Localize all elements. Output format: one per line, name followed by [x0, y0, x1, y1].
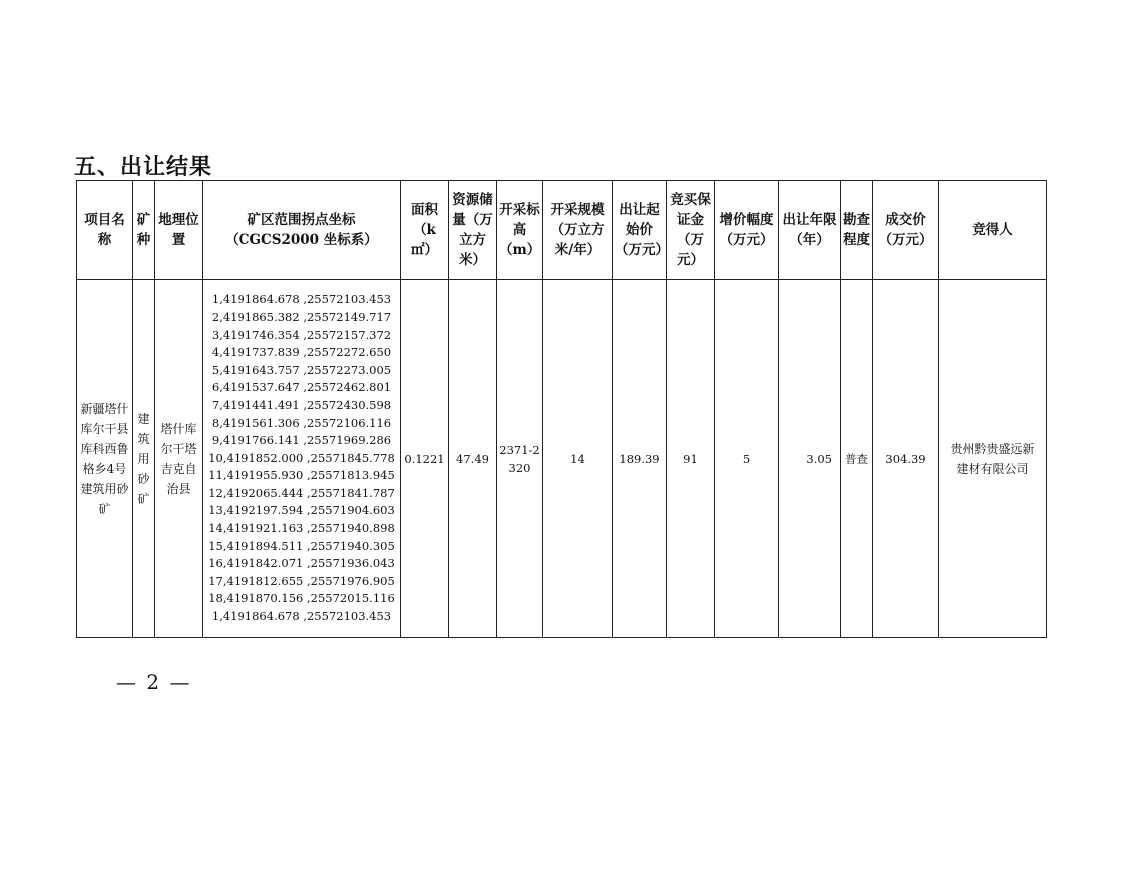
cell-area: 0.1221	[401, 280, 449, 638]
header-project-name: 项目名称	[77, 181, 133, 280]
coordinate-point: 1,4191864.678 ,25572103.453	[211, 292, 392, 307]
table-row	[77, 280, 1047, 638]
header-start-price: 出让起始价（万元）	[613, 181, 667, 280]
cell-survey: 普查	[841, 280, 873, 638]
header-elevation: 开采标高（m）	[497, 181, 543, 280]
transfer-result-table	[76, 180, 1047, 638]
cell-reserves: 47.49	[449, 280, 497, 638]
header-mineral: 矿种	[133, 181, 155, 280]
cell-scale: 14	[543, 280, 613, 638]
cell-coordinates	[203, 280, 401, 638]
header-reserves: 资源储量（万立方米）	[449, 181, 497, 280]
header-coordinates-system: （CGCS2000 坐标系）	[225, 232, 378, 248]
header-area-unit: （k ㎡）	[411, 222, 438, 258]
coordinate-point: 4,4191737.839 ,25572272.650	[211, 345, 392, 360]
cell-term: 3.05	[779, 280, 841, 638]
coordinate-point: 11,4191955.930 ,25571813.945	[208, 468, 395, 483]
coordinate-point: 8,4191561.306 ,25572106.116	[211, 415, 392, 430]
section-title: 五、出让结果	[74, 154, 213, 180]
coordinate-point: 16,4191842.071 ,25571936.043	[208, 556, 395, 571]
coordinate-point: 3,4191746.354 ,25572157.372	[211, 327, 392, 342]
coordinate-point: 13,4192197.594 ,25571904.603	[208, 503, 395, 518]
coordinate-point: 17,4191812.655 ,25571976.905	[208, 573, 395, 588]
header-increment: 增价幅度（万元）	[715, 181, 779, 280]
cell-start-price: 189.39	[613, 280, 667, 638]
header-area-title: 面积	[411, 202, 438, 218]
coordinate-point: 6,4191537.647 ,25572462.801	[211, 380, 392, 395]
header-location: 地理位置	[155, 181, 203, 280]
coordinate-point: 12,4192065.444 ,25571841.787	[208, 485, 395, 500]
coordinate-point: 7,4191441.491 ,25572430.598	[211, 397, 392, 412]
header-winner: 竞得人	[939, 181, 1047, 280]
header-final-price: 成交价（万元）	[873, 181, 939, 280]
coordinate-point: 9,4191766.141 ,25571969.286	[211, 433, 392, 448]
cell-increment: 5	[715, 280, 779, 638]
cell-project-name: 新疆塔什库尔干县库科西鲁格乡4号建筑用砂矿	[77, 280, 133, 638]
page-number: — 2 —	[116, 670, 192, 694]
cell-final-price: 304.39	[873, 280, 939, 638]
coordinate-point: 1,4191864.678 ,25572103.453	[211, 609, 392, 624]
header-term: 出让年限（年）	[779, 181, 841, 280]
coordinates-list	[205, 291, 398, 625]
cell-mineral: 建筑用砂矿	[133, 280, 155, 638]
cell-winner: 贵州黔贵盛远新建材有限公司	[939, 280, 1047, 638]
header-coordinates-title: 矿区范围拐点坐标	[247, 212, 356, 228]
coordinate-point: 10,4191852.000 ,25571845.778	[208, 450, 395, 465]
header-deposit: 竞买保证金（万元）	[667, 181, 715, 280]
header-coordinates	[203, 181, 401, 280]
cell-location: 塔什库尔干塔吉克自治县	[155, 280, 203, 638]
table-header-row	[77, 181, 1047, 280]
cell-elevation: 2371-2320	[497, 280, 543, 638]
cell-deposit: 91	[667, 280, 715, 638]
coordinate-point: 14,4191921.163 ,25571940.898	[208, 521, 395, 536]
coordinate-point: 15,4191894.511 ,25571940.305	[208, 538, 395, 553]
header-area	[401, 181, 449, 280]
coordinate-point: 2,4191865.382 ,25572149.717	[211, 309, 392, 324]
coordinate-point: 18,4191870.156 ,25572015.116	[208, 591, 395, 606]
coordinate-point: 5,4191643.757 ,25572273.005	[211, 362, 392, 377]
header-scale: 开采规模（万立方米/年）	[543, 181, 613, 280]
header-survey: 勘查程度	[841, 181, 873, 280]
